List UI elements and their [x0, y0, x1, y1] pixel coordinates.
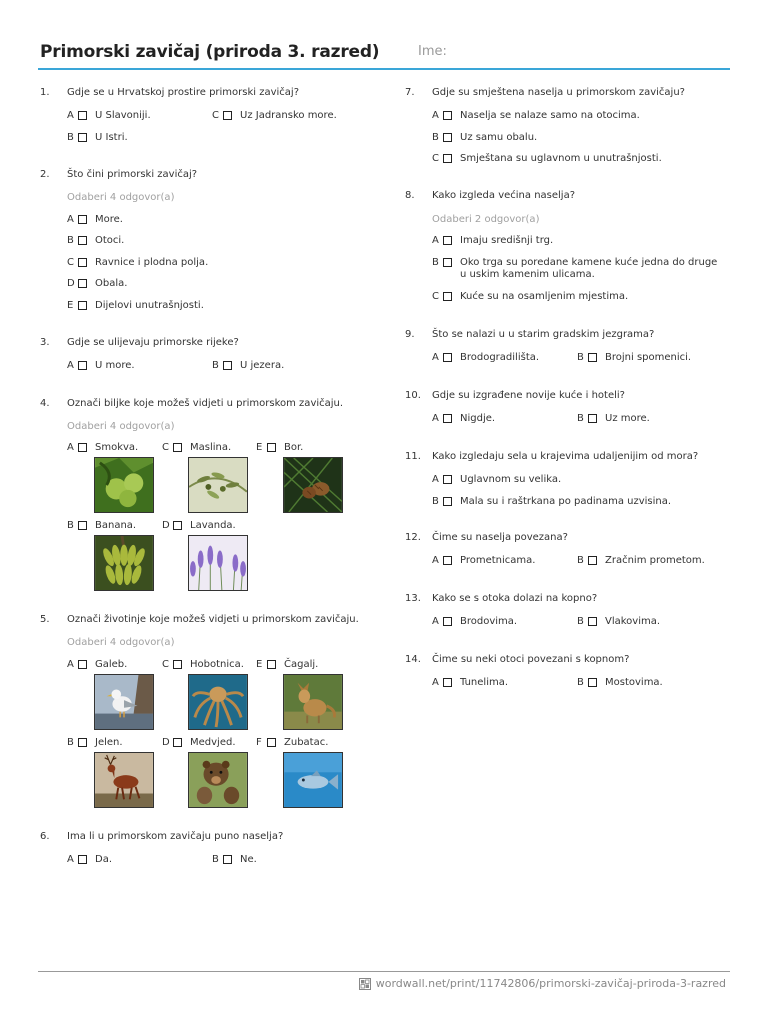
- question-text: Kako se s otoka dolazi na kopno?: [432, 593, 598, 604]
- option-letter: A: [67, 442, 74, 453]
- question-5: [40, 613, 390, 748]
- option-c[interactable]: [162, 442, 231, 454]
- answer-checkbox[interactable]: [78, 279, 87, 288]
- question-number: 2.: [40, 169, 50, 180]
- page-title: Primorski zavičaj (priroda 3. razred): [40, 42, 380, 62]
- option-c[interactable]: [432, 153, 662, 165]
- option-text: Uz Jadransko more.: [240, 110, 337, 121]
- answer-checkbox[interactable]: [588, 678, 597, 687]
- option-letter: B: [212, 854, 219, 865]
- option-letter: C: [432, 291, 439, 302]
- option-e[interactable]: [256, 442, 303, 454]
- question-number: 6.: [40, 831, 50, 842]
- option-text: Zubatac.: [284, 737, 329, 748]
- option-letter: C: [162, 442, 169, 453]
- option-letter: C: [162, 659, 169, 670]
- option-text: U Slavoniji.: [95, 110, 151, 121]
- option-b[interactable]: [432, 496, 671, 508]
- option-b[interactable]: [432, 257, 720, 281]
- option-b[interactable]: [212, 360, 284, 372]
- question-11: [405, 450, 730, 507]
- deer-image: [94, 752, 154, 808]
- answer-checkbox[interactable]: [443, 617, 452, 626]
- option-text: Lavanda.: [190, 520, 236, 531]
- answer-checkbox[interactable]: [443, 414, 452, 423]
- question-8: [405, 189, 730, 302]
- question-3: [40, 336, 390, 371]
- gull-image: [94, 674, 154, 730]
- option-text: Smokva.: [95, 442, 139, 453]
- option-b[interactable]: [577, 677, 663, 689]
- option-letter: A: [432, 413, 439, 424]
- option-letter: B: [577, 616, 584, 627]
- option-letter: A: [432, 110, 439, 121]
- answer-checkbox[interactable]: [443, 353, 452, 362]
- question-6: [40, 830, 390, 865]
- option-letter: A: [432, 352, 439, 363]
- option-b[interactable]: [67, 132, 128, 144]
- answer-checkbox[interactable]: [443, 556, 452, 565]
- answer-checkbox[interactable]: [78, 660, 87, 669]
- option-text: Oko trga su poredane kamene kuće jedna do druge u uskim kamenim ulicama.: [460, 257, 718, 280]
- option-text: Mala su i raštrkana po padinama uzvisina.: [460, 496, 672, 507]
- answer-checkbox[interactable]: [443, 475, 452, 484]
- answer-checkbox[interactable]: [267, 660, 276, 669]
- option-text: Brodogradilišta.: [460, 352, 540, 363]
- question-number: 3.: [40, 337, 50, 348]
- option-b[interactable]: [577, 555, 705, 567]
- option-c[interactable]: [162, 659, 244, 671]
- answer-count-hint: Odaberi 4 odgovor(a): [67, 192, 175, 203]
- answer-checkbox[interactable]: [443, 133, 452, 142]
- option-letter: A: [432, 616, 439, 627]
- option-text: Kuće su na osamljenim mjestima.: [460, 291, 629, 302]
- option-a[interactable]: [432, 555, 535, 567]
- question-1: [40, 86, 390, 143]
- option-b[interactable]: [432, 132, 537, 144]
- question-10: [405, 389, 730, 424]
- option-text: Čagalj.: [284, 659, 319, 670]
- bear-image: [188, 752, 248, 808]
- option-letter: A: [432, 235, 439, 246]
- question-number: 7.: [405, 87, 415, 98]
- answer-checkbox[interactable]: [443, 236, 452, 245]
- option-letter: A: [67, 659, 74, 670]
- footer-link[interactable]: [359, 977, 726, 990]
- fish-image: [283, 752, 343, 808]
- banana-image: [94, 535, 154, 591]
- option-text: Brojni spomenici.: [605, 352, 692, 363]
- question-4: [40, 397, 390, 531]
- option-letter: A: [67, 360, 74, 371]
- option-b[interactable]: [577, 352, 691, 364]
- page-header: [38, 42, 730, 70]
- option-text: Imaju središnji trg.: [460, 235, 554, 246]
- answer-checkbox[interactable]: [443, 292, 452, 301]
- option-a[interactable]: [432, 110, 640, 122]
- option-text: Ne.: [240, 854, 257, 865]
- answer-checkbox[interactable]: [223, 855, 232, 864]
- option-text: Banana.: [95, 520, 137, 531]
- answer-checkbox[interactable]: [78, 258, 87, 267]
- question-number: 12.: [405, 532, 421, 543]
- option-text: U Istri.: [95, 132, 128, 143]
- option-text: Uz samu obalu.: [460, 132, 538, 143]
- option-text: Brodovima.: [460, 616, 518, 627]
- answer-checkbox[interactable]: [223, 111, 232, 120]
- wordwall-logo-icon: [359, 978, 371, 990]
- option-letter: C: [67, 257, 74, 268]
- option-letter: A: [67, 110, 74, 121]
- option-a[interactable]: [67, 659, 127, 671]
- answer-checkbox[interactable]: [588, 353, 597, 362]
- question-number: 4.: [40, 398, 50, 409]
- option-c[interactable]: [432, 291, 628, 303]
- option-d[interactable]: [162, 737, 236, 749]
- question-text: Gdje se ulijevaju primorske rijeke?: [67, 337, 239, 348]
- option-letter: B: [67, 132, 74, 143]
- option-text: Smještana su uglavnom u unutrašnjosti.: [460, 153, 662, 164]
- question-text: Gdje su smještena naselja u primorskom zavičaju?: [432, 87, 685, 98]
- option-d[interactable]: [67, 278, 127, 290]
- option-letter: E: [67, 300, 74, 311]
- option-letter: D: [67, 278, 75, 289]
- jackal-image: [283, 674, 343, 730]
- option-letter: B: [432, 496, 439, 507]
- option-letter: D: [162, 737, 170, 748]
- option-letter: E: [256, 659, 263, 670]
- option-letter: B: [67, 737, 74, 748]
- question-text: Što čini primorski zavičaj?: [67, 169, 198, 180]
- option-text: Medvjed.: [190, 737, 236, 748]
- answer-checkbox[interactable]: [78, 738, 87, 747]
- question-number: 14.: [405, 654, 421, 665]
- answer-count-hint: Odaberi 4 odgovor(a): [67, 421, 175, 432]
- option-a[interactable]: [67, 854, 112, 866]
- option-letter: B: [577, 677, 584, 688]
- option-letter: A: [432, 555, 439, 566]
- answer-checkbox[interactable]: [443, 154, 452, 163]
- option-f[interactable]: [256, 737, 328, 749]
- option-text: Obala.: [95, 278, 128, 289]
- answer-checkbox[interactable]: [78, 236, 87, 245]
- option-letter: A: [67, 854, 74, 865]
- answer-checkbox[interactable]: [173, 521, 182, 530]
- answer-checkbox[interactable]: [443, 678, 452, 687]
- option-a[interactable]: [432, 474, 561, 486]
- option-letter: C: [212, 110, 219, 121]
- option-b[interactable]: [67, 737, 123, 749]
- question-number: 13.: [405, 593, 421, 604]
- question-text: Kako izgledaju sela u krajevima udaljenijim od mora?: [432, 451, 699, 462]
- question-number: 11.: [405, 451, 421, 462]
- option-text: Uz more.: [605, 413, 650, 424]
- question-number: 8.: [405, 190, 415, 201]
- answer-checkbox[interactable]: [78, 521, 87, 530]
- octopus-image: [188, 674, 248, 730]
- name-field-label: Ime:: [418, 44, 447, 59]
- option-letter: B: [432, 257, 439, 268]
- option-text: Hobotnica.: [190, 659, 244, 670]
- footer-url[interactable]: wordwall.net/print/11742806/primorski-zavičaj-priroda-3-razred: [375, 977, 726, 990]
- option-letter: B: [577, 413, 584, 424]
- question-12: [405, 531, 730, 566]
- option-text: U more.: [95, 360, 135, 371]
- option-c[interactable]: [67, 257, 208, 269]
- answer-checkbox[interactable]: [443, 497, 452, 506]
- question-text: Označi životinje koje možeš vidjeti u primorskom zavičaju.: [67, 614, 359, 625]
- question-9: [405, 328, 730, 363]
- answer-checkbox[interactable]: [173, 660, 182, 669]
- option-a[interactable]: [67, 214, 123, 226]
- option-text: Prometnicama.: [460, 555, 536, 566]
- fig-image: [94, 457, 154, 513]
- answer-checkbox[interactable]: [267, 443, 276, 452]
- question-text: Kako izgleda većina naselja?: [432, 190, 576, 201]
- option-b[interactable]: [577, 616, 660, 628]
- footer-divider: [38, 971, 730, 972]
- question-text: Čime su neki otoci povezani s kopnom?: [432, 654, 630, 665]
- option-b[interactable]: [67, 235, 124, 247]
- answer-checkbox[interactable]: [173, 443, 182, 452]
- answer-checkbox[interactable]: [78, 855, 87, 864]
- question-2: [40, 168, 390, 311]
- answer-checkbox[interactable]: [173, 738, 182, 747]
- option-text: Tunelima.: [460, 677, 509, 688]
- option-text: Dijelovi unutrašnjosti.: [95, 300, 204, 311]
- answer-checkbox[interactable]: [588, 414, 597, 423]
- option-text: U jezera.: [240, 360, 285, 371]
- option-e[interactable]: [256, 659, 318, 671]
- option-letter: E: [256, 442, 263, 453]
- option-text: Ravnice i plodna polja.: [95, 257, 209, 268]
- answer-count-hint: Odaberi 4 odgovor(a): [67, 637, 175, 648]
- option-text: Otoci.: [95, 235, 125, 246]
- question-text: Gdje se u Hrvatskoj prostire primorski zavičaj?: [67, 87, 300, 98]
- question-13: [405, 592, 730, 627]
- option-letter: B: [67, 235, 74, 246]
- answer-checkbox[interactable]: [78, 111, 87, 120]
- option-letter: B: [67, 520, 74, 531]
- option-text: Maslina.: [190, 442, 232, 453]
- answer-checkbox[interactable]: [78, 361, 87, 370]
- option-letter: F: [256, 737, 262, 748]
- option-letter: B: [432, 132, 439, 143]
- lavender-image: [188, 535, 248, 591]
- answer-checkbox[interactable]: [443, 258, 452, 267]
- question-text: Ima li u primorskom zavičaju puno naselja?: [67, 831, 284, 842]
- pine-image: [283, 457, 343, 513]
- option-letter: C: [432, 153, 439, 164]
- option-a[interactable]: [432, 413, 495, 425]
- answer-checkbox[interactable]: [78, 215, 87, 224]
- question-14: [405, 653, 730, 688]
- option-b[interactable]: [577, 413, 650, 425]
- question-text: Čime su naselja povezana?: [432, 532, 568, 543]
- option-text: Galeb.: [95, 659, 128, 670]
- option-b[interactable]: [67, 520, 136, 532]
- option-letter: B: [577, 555, 584, 566]
- answer-checkbox[interactable]: [223, 361, 232, 370]
- question-number: 1.: [40, 87, 50, 98]
- option-b[interactable]: [212, 854, 257, 866]
- option-a[interactable]: [67, 360, 135, 372]
- option-letter: B: [212, 360, 219, 371]
- option-e[interactable]: [67, 300, 204, 312]
- answer-checkbox[interactable]: [78, 443, 87, 452]
- answer-count-hint: Odaberi 2 odgovor(a): [432, 214, 540, 225]
- question-number: 10.: [405, 390, 421, 401]
- option-letter: A: [432, 677, 439, 688]
- answer-checkbox[interactable]: [78, 133, 87, 142]
- option-a[interactable]: [432, 235, 553, 247]
- option-letter: A: [67, 214, 74, 225]
- option-text: Bor.: [284, 442, 304, 453]
- option-c[interactable]: [212, 110, 337, 122]
- olive-image: [188, 457, 248, 513]
- option-text: Mostovima.: [605, 677, 663, 688]
- option-a[interactable]: [67, 110, 151, 122]
- answer-checkbox[interactable]: [267, 738, 276, 747]
- option-text: Nigdje.: [460, 413, 496, 424]
- option-text: Da.: [95, 854, 113, 865]
- option-text: Jelen.: [95, 737, 123, 748]
- option-text: Zračnim prometom.: [605, 555, 705, 566]
- question-number: 9.: [405, 329, 415, 340]
- option-a[interactable]: [432, 677, 508, 689]
- option-text: More.: [95, 214, 123, 225]
- option-letter: A: [432, 474, 439, 485]
- option-a[interactable]: [432, 616, 517, 628]
- question-number: 5.: [40, 614, 50, 625]
- question-text: Gdje su izgrađene novije kuće i hoteli?: [432, 390, 625, 401]
- answer-checkbox[interactable]: [78, 301, 87, 310]
- option-letter: D: [162, 520, 170, 531]
- option-d[interactable]: [162, 520, 236, 532]
- question-7: [405, 86, 730, 164]
- answer-checkbox[interactable]: [443, 111, 452, 120]
- option-a[interactable]: [67, 442, 138, 454]
- option-text: Vlakovima.: [605, 616, 661, 627]
- option-text: Naselja se nalaze samo na otocima.: [460, 110, 640, 121]
- answer-checkbox[interactable]: [588, 556, 597, 565]
- option-letter: B: [577, 352, 584, 363]
- answer-checkbox[interactable]: [588, 617, 597, 626]
- option-a[interactable]: [432, 352, 539, 364]
- option-text: Uglavnom su velika.: [460, 474, 562, 485]
- question-text: Označi biljke koje možeš vidjeti u primorskom zavičaju.: [67, 398, 344, 409]
- question-text: Što se nalazi u u starim gradskim jezgrama?: [432, 329, 655, 340]
